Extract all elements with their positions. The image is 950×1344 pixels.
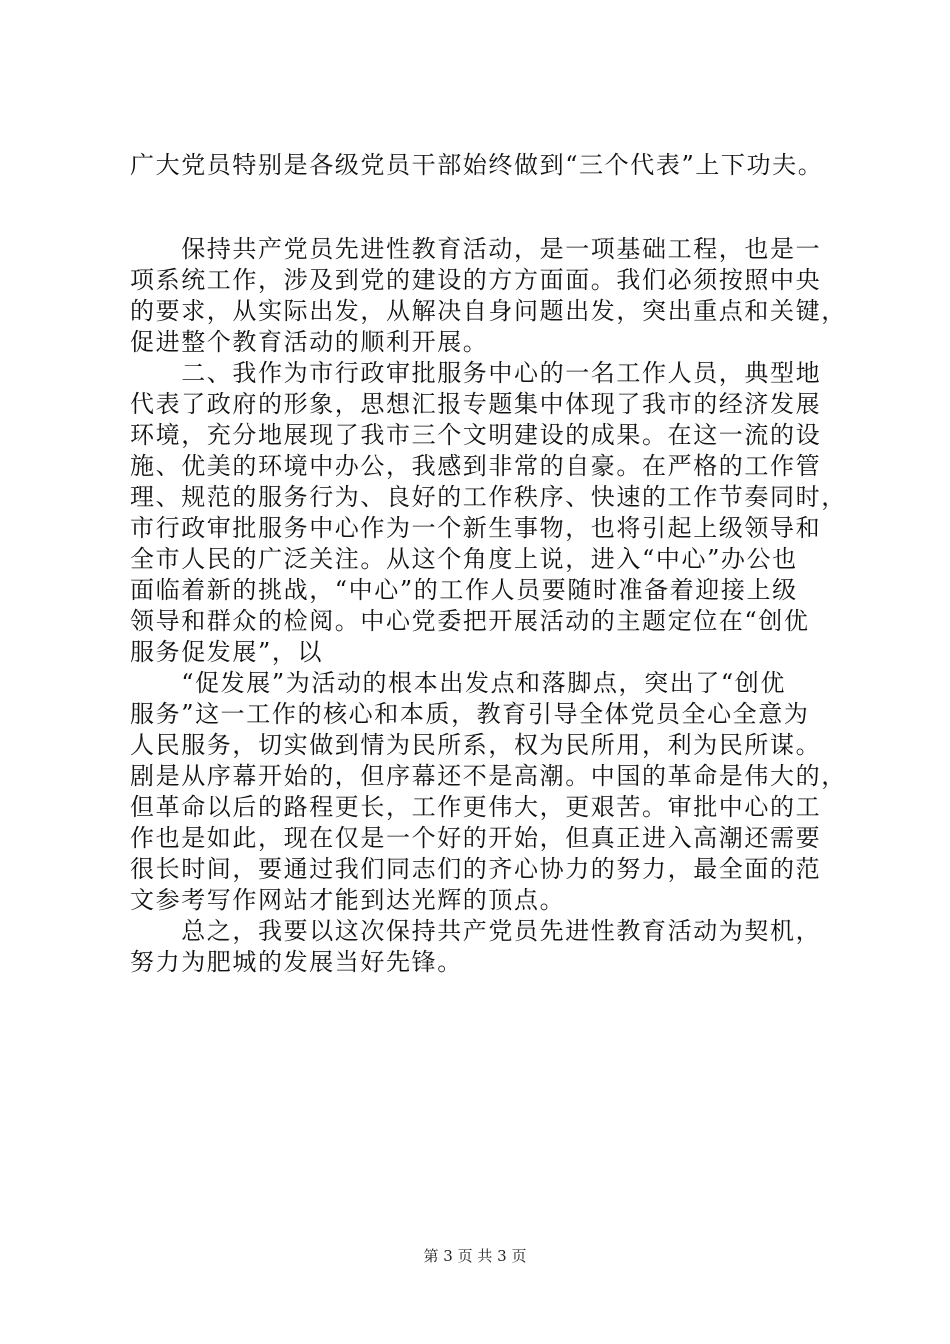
text-line: 二、我作为市行政审批服务中心的一名工作人员，典型地 — [130, 359, 822, 387]
text-line: 市行政审批服务中心作为一个新生事物，也将引起上级领导和 — [130, 514, 822, 542]
text-line: 促进整个教育活动的顺利开展。 — [130, 328, 489, 356]
text-line: 施、优美的环境中办公，我感到非常的自豪。在严格的工作管 — [130, 452, 822, 480]
text-line: 很长时间，要通过我们同志们的齐心协力的努力，最全面的范 — [130, 855, 822, 883]
text-line: 面临着新的挑战，“中心”的工作人员要随时准备着迎接上级 — [130, 576, 798, 604]
text-line: 总之，我要以这次保持共产党员先进性教育活动为契机， — [130, 917, 822, 945]
text-line: 理、规范的服务行为、良好的工作秩序、快速的工作节奏同时， — [130, 483, 847, 511]
paragraph-4 — [130, 668, 850, 916]
text-line: 服务”这一工作的核心和本质，教育引导全体党员全心全意为 — [130, 700, 810, 728]
paragraph-5 — [130, 916, 850, 978]
paragraph-2 — [130, 234, 850, 358]
text-line: 的要求，从实际出发，从解决自身问题出发，突出重点和关键， — [130, 297, 847, 325]
text-line: 全市人民的广泛关注。从这个角度上说，进入“中心”办公也 — [130, 545, 798, 573]
text-line: 服务促发展”，以 — [130, 638, 324, 666]
text-line: 但革命以后的路程更长，工作更伟大，更艰苦。审批中心的工 — [130, 793, 822, 821]
page-number-footer: 第 3 页 共 3 页 — [423, 1247, 527, 1265]
paragraph-3 — [130, 358, 850, 668]
text-line: 剧是从序幕开始的，但序幕还不是高潮。中国的革命是伟大的， — [130, 762, 847, 790]
text-line: 保持共产党员先进性教育活动，是一项基础工程，也是一 — [130, 235, 822, 263]
text-line: “促发展”为活动的根本出发点和落脚点，突出了“创优 — [130, 669, 787, 697]
text-line: 环境，充分地展现了我市三个文明建设的成果。在这一流的设 — [130, 421, 822, 449]
text-line: 作也是如此，现在仅是一个好的开始，但真正进入高潮还需要 — [130, 824, 822, 852]
text-line: 项系统工作，涉及到党的建设的方方面面。我们必须按照中央 — [130, 266, 822, 294]
text-line: 文参考写作网站才能到达光辉的顶点。 — [130, 886, 566, 914]
text-line: 广大党员特别是各级党员干部始终做到“三个代表”上下功夫。 — [130, 151, 824, 179]
text-line: 人民服务，切实做到情为民所系，权为民所用，利为民所谋。 — [130, 731, 822, 759]
text-line: 代表了政府的形象，思想汇报专题集中体现了我市的经济发展 — [130, 390, 822, 418]
text-line: 努力为肥城的发展当好先锋。 — [130, 948, 463, 976]
paragraph-1 — [130, 150, 850, 181]
text-line: 领导和群众的检阅。中心党委把开展活动的主题定位在“创优 — [130, 607, 810, 635]
